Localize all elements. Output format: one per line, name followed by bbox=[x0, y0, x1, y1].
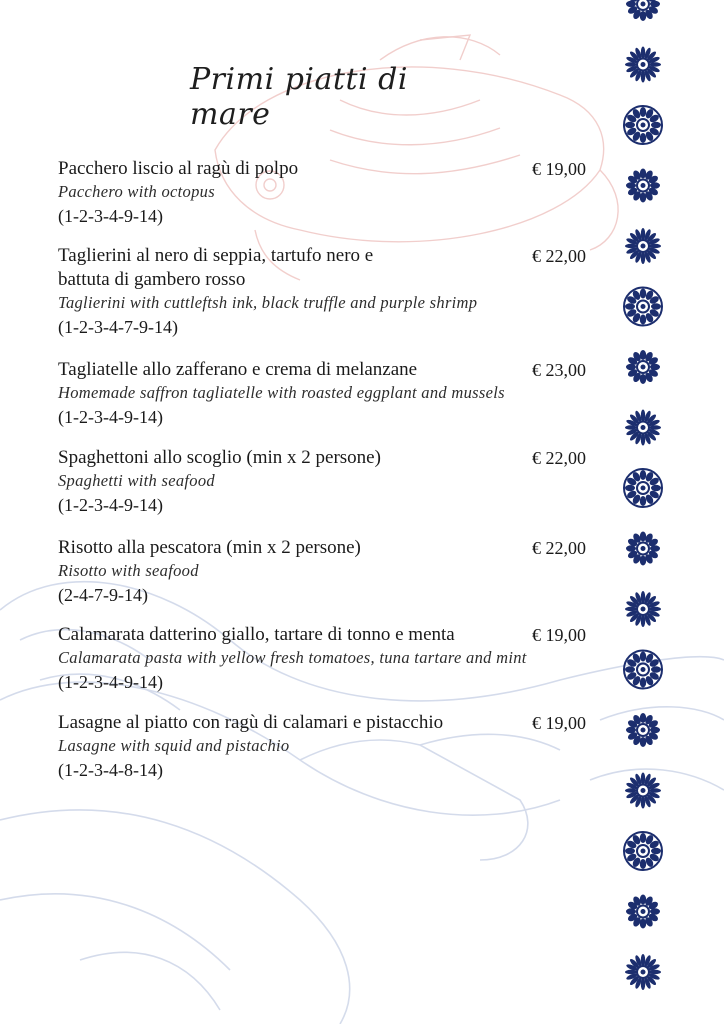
majolica-tile-icon bbox=[625, 410, 661, 446]
majolica-tile-icon bbox=[625, 591, 661, 627]
dish-price: € 22,00 bbox=[532, 538, 586, 558]
majolica-tile-icon bbox=[624, 469, 662, 507]
menu-item bbox=[58, 711, 590, 783]
dish-price: € 22,00 bbox=[532, 448, 586, 468]
dish-description: Calamarata pasta with yellow fresh tomatoes, tuna tartare and mint bbox=[58, 648, 527, 667]
page-title: Primi piatti di mare bbox=[190, 62, 408, 132]
dish-name: Taglierini al nero di seppia, tartufo nero e battuta di gambero rosso bbox=[58, 245, 374, 290]
dish-name: Pacchero liscio al ragù di polpo bbox=[58, 158, 299, 179]
dish-name: Tagliatelle allo zafferano e crema di melanzane bbox=[58, 359, 418, 380]
menu-item bbox=[58, 536, 590, 608]
dish-name: Risotto alla pescatora (min x 2 persone) bbox=[58, 537, 361, 558]
dish-price: € 23,00 bbox=[532, 360, 586, 380]
dish-allergens: (1-2-3-4-9-14) bbox=[58, 206, 163, 226]
dish-name: Spaghettoni allo scoglio (min x 2 persone) bbox=[58, 447, 381, 468]
dish-allergens: (2-4-7-9-14) bbox=[58, 585, 148, 605]
majolica-tile-icon bbox=[626, 713, 660, 747]
majolica-tile-icon bbox=[625, 954, 661, 990]
dish-price: € 19,00 bbox=[532, 159, 586, 179]
menu-item bbox=[58, 623, 590, 695]
majolica-tile-icon bbox=[625, 228, 661, 264]
dish-description: Spaghetti with seafood bbox=[58, 471, 215, 490]
dish-price: € 19,00 bbox=[532, 625, 586, 645]
dish-description: Pacchero with octopus bbox=[58, 182, 215, 201]
dish-price: € 19,00 bbox=[532, 713, 586, 733]
menu-item bbox=[58, 358, 590, 430]
dish-allergens: (1-2-3-4-8-14) bbox=[58, 760, 163, 780]
dish-description: Risotto with seafood bbox=[58, 561, 199, 580]
majolica-tile-icon bbox=[625, 773, 661, 809]
dish-allergens: (1-2-3-4-9-14) bbox=[58, 495, 163, 515]
dish-description: Homemade saffron tagliatelle with roasted eggplant and mussels bbox=[58, 383, 505, 402]
menu-item bbox=[58, 157, 590, 229]
majolica-tile-icon bbox=[624, 288, 662, 326]
dish-allergens: (1-2-3-4-9-14) bbox=[58, 672, 163, 692]
dish-allergens: (1-2-3-4-9-14) bbox=[58, 407, 163, 427]
dish-name: Lasagne al piatto con ragù di calamari e pistacchio bbox=[58, 712, 444, 733]
majolica-tile-icon bbox=[624, 106, 662, 144]
majolica-tile-icon bbox=[626, 350, 660, 384]
majolica-tile-strip bbox=[614, 0, 674, 1024]
dish-price: € 22,00 bbox=[532, 246, 586, 266]
majolica-tile-icon bbox=[625, 47, 661, 83]
dish-description: Lasagne with squid and pistachio bbox=[58, 736, 290, 755]
majolica-tile-icon bbox=[626, 0, 660, 21]
majolica-tile-icon bbox=[626, 169, 660, 203]
dish-description: Taglierini with cuttleftsh ink, black truffle and purple shrimp bbox=[58, 293, 478, 312]
menu-item bbox=[58, 446, 590, 518]
majolica-tile-icon bbox=[626, 532, 660, 566]
majolica-tile-icon bbox=[624, 651, 662, 689]
dish-allergens: (1-2-3-4-7-9-14) bbox=[58, 317, 178, 337]
menu-item bbox=[58, 244, 590, 340]
majolica-tile-icon bbox=[624, 832, 662, 870]
dish-name: Calamarata datterino giallo, tartare di tonno e menta bbox=[58, 624, 455, 645]
majolica-tile-icon bbox=[626, 895, 660, 929]
